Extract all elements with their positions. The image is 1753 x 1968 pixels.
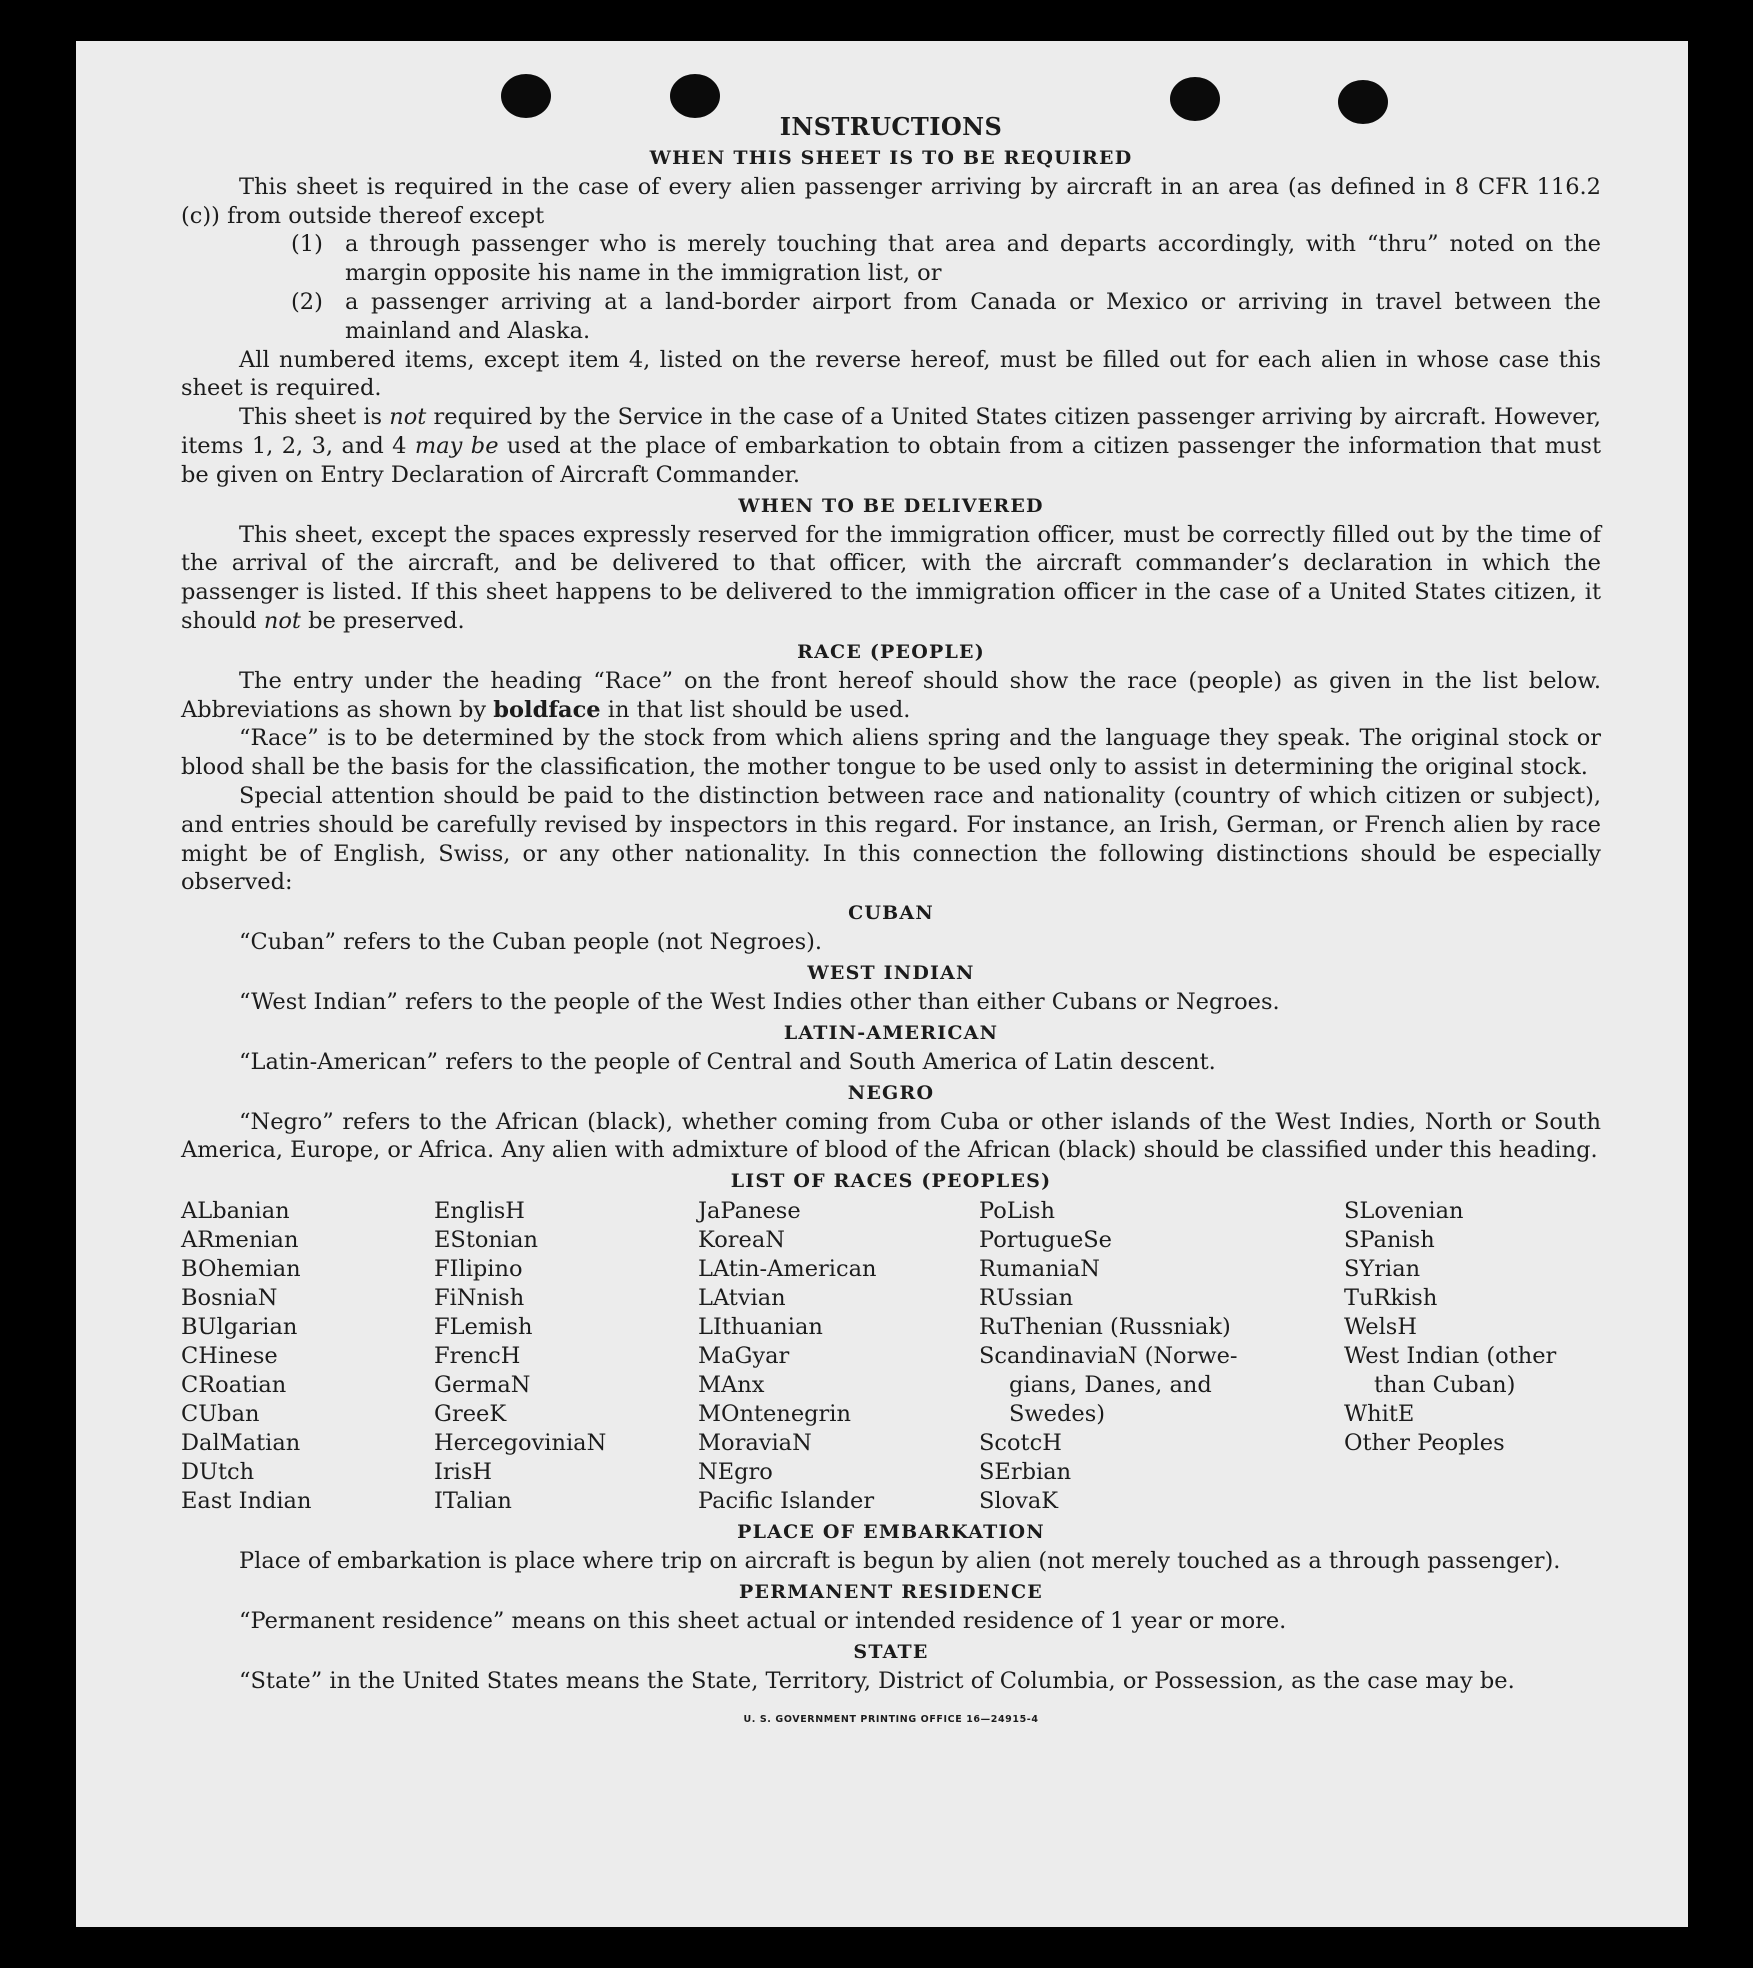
list-item: GreeK [434, 1401, 507, 1428]
list-item: JaPanese [698, 1198, 801, 1225]
list-item: East Indian [181, 1488, 312, 1515]
list-item: CHinese [181, 1343, 278, 1370]
list-item: ScandinaviaN (Norwe- [979, 1343, 1238, 1370]
races-column-2 [434, 1197, 698, 1516]
list-item: EnglisH [434, 1198, 525, 1225]
list-item: MoraviaN [698, 1430, 812, 1457]
list-item: FrencH [434, 1343, 521, 1370]
races-column-1 [181, 1197, 434, 1516]
list-item: BOhemian [181, 1256, 301, 1283]
list-item: LAtin-American [698, 1256, 877, 1283]
list-item: MaGyar [698, 1343, 790, 1370]
list-item: TuRkish [1344, 1285, 1438, 1312]
document-sheet [76, 41, 1688, 1927]
paragraph: “State” in the United States means the State, Territory, District of Columbia, or Possession, as the case may be. [239, 1667, 1515, 1694]
instructions-body [181, 113, 1601, 1734]
printer-imprint: U. S. GOVERNMENT PRINTING OFFICE 16—24915-4 [743, 1713, 1039, 1725]
list-item: Other Peoples [1344, 1430, 1505, 1457]
list-item: IrisH [434, 1459, 493, 1486]
list-item: FIlipino [434, 1256, 523, 1283]
list-item: SYrian [1344, 1256, 1421, 1283]
races-column-3 [698, 1197, 979, 1516]
heading-list-of-races: LIST OF RACES (PEOPLES) [730, 1170, 1052, 1193]
definition-cuban: “Cuban” refers to the Cuban people (not Negroes). [239, 929, 823, 956]
paragraph: “Race” is to be determined by the stock from which aliens spring and the language they speak. The original stock or blood shall be the basis for the classification, the mother tongue to be used only to assist in determining the original stock. [181, 725, 1601, 781]
list-item: ALbanian [181, 1198, 290, 1225]
list-item: MOntenegrin [698, 1401, 851, 1428]
list-item: KoreaN [698, 1227, 785, 1254]
heading-latin-american: LATIN-AMERICAN [783, 1021, 999, 1044]
list-item: (2) a passenger arriving at a land-border airport from Canada or Mexico or arriving in travel between the mainland and Alaska. [291, 288, 1601, 344]
definition-west-indian: “West Indian” refers to the people of the West Indies other than either Cubans or Negroes. [239, 988, 1280, 1015]
list-item: NEgro [698, 1459, 773, 1486]
list-item: ITalian [434, 1488, 512, 1515]
definition-latin-american: “Latin-American” refers to the people of Central and South America of Latin descent. [239, 1048, 1216, 1075]
races-column-5 [1344, 1197, 1601, 1516]
heading-state: STATE [853, 1640, 929, 1663]
heading-permanent-residence: PERMANENT RESIDENCE [739, 1580, 1043, 1603]
list-item: DalMatian [181, 1430, 301, 1457]
list-item: West Indian (other [1344, 1343, 1557, 1370]
heading-cuban: CUBAN [848, 902, 934, 925]
list-item: RUssian [979, 1285, 1074, 1312]
paragraph: This sheet, except the spaces expressly reserved for the immigration officer, must be correctly filled out by the time of the arrival of the aircraft, and be delivered to that officer, with the aircraft commander’s declaration in which the passenger is listed. If this sheet happens to be delivered to the immigration officer in the case of a United States citizen, it should not be preserved. [181, 521, 1601, 634]
list-item: Pacific Islander [698, 1488, 875, 1515]
list-item: SlovaK [979, 1488, 1059, 1515]
list-item: FiNnish [434, 1285, 525, 1312]
list-item: PortugueSe [979, 1227, 1113, 1254]
list-item: ARmenian [181, 1227, 299, 1254]
list-item: FLemish [434, 1314, 533, 1341]
list-item: SPanish [1344, 1227, 1435, 1254]
paragraph: This sheet is not required by the Service in the case of a United States citizen passenger arriving by aircraft. However, items 1, 2, 3, and 4 may be used at the place of embarkation to obtain from a citizen passenger the information that must be given on Entry Declaration of Aircraft Commander. [181, 404, 1601, 488]
paragraph: The entry under the heading “Race” on the front hereof should show the race (people) as given in the list below. Abbreviations as shown by boldface in that list should be used. [181, 667, 1601, 723]
punch-hole-2 [670, 74, 720, 118]
paragraph: “Permanent residence” means on this sheet actual or intended residence of 1 year or more. [239, 1607, 1287, 1634]
paragraph: Place of embarkation is place where trip on aircraft is begun by alien (not merely touched as a through passenger). [239, 1548, 1561, 1575]
punch-hole-1 [501, 74, 551, 118]
heading-race: RACE (PEOPLE) [797, 640, 985, 663]
heading-negro: NEGRO [847, 1081, 935, 1104]
list-item: LAtvian [698, 1285, 786, 1312]
races-column-4 [979, 1197, 1344, 1516]
list-item: SErbian [979, 1459, 1072, 1486]
page-title: INSTRUCTIONS [779, 112, 1003, 141]
heading-west-indian: WEST INDIAN [807, 961, 975, 984]
list-item: SLovenian [1344, 1198, 1464, 1225]
list-item: WhitE [1344, 1401, 1415, 1428]
heading-delivered: WHEN TO BE DELIVERED [738, 494, 1044, 517]
paragraph: This sheet is required in the case of every alien passenger arriving by aircraft in an area (as defined in 8 CFR 116.2 (c)) from outside thereof except [181, 173, 1601, 229]
list-item: PoLish [979, 1198, 1055, 1225]
list-item: CRoatian [181, 1372, 287, 1399]
list-item: gians, Danes, and [1009, 1372, 1212, 1399]
list-item: MAnx [698, 1372, 765, 1399]
list-item: than Cuban) [1374, 1372, 1516, 1399]
list-item: RumaniaN [979, 1256, 1100, 1283]
heading-required: WHEN THIS SHEET IS TO BE REQUIRED [649, 146, 1133, 169]
list-item: DUtch [181, 1459, 255, 1486]
list-item: CUban [181, 1401, 260, 1428]
paragraph: Special attention should be paid to the distinction between race and nationality (country of which citizen or subject), and entries should be carefully revised by inspectors in this regard. For instance, an Irish, German, or French alien by race might be of English, Swiss, or any other nationality. In this connection the following distinctions should be especially observed: [181, 782, 1601, 896]
list-item: HercegoviniaN [434, 1430, 607, 1457]
list-item: RuThenian (Russniak) [979, 1314, 1231, 1341]
list-item: WelsH [1344, 1314, 1417, 1341]
list-item: EStonian [434, 1227, 539, 1254]
list-item: (1) a through passenger who is merely touching that area and departs accordingly, with “thru” noted on the margin opposite his name in the immigration list, or [291, 231, 1601, 287]
heading-embarkation: PLACE OF EMBARKATION [737, 1521, 1045, 1544]
list-item: Swedes) [1009, 1401, 1106, 1428]
paragraph: All numbered items, except item 4, listed on the reverse hereof, must be filled out for each alien in whose case this sheet is required. [181, 346, 1601, 402]
list-item: GermaN [434, 1372, 531, 1399]
list-item: ScotcH [979, 1430, 1062, 1457]
races-list [181, 1197, 1601, 1516]
list-item: BUlgarian [181, 1314, 298, 1341]
list-item: LIthuanian [698, 1314, 823, 1341]
list-item: BosniaN [181, 1285, 278, 1312]
definition-negro: “Negro” refers to the African (black), whether coming from Cuba or other islands of the West Indies, North or South America, Europe, or Africa. Any alien with admixture of blood of the African (black) should be classified under this heading. [181, 1108, 1601, 1164]
